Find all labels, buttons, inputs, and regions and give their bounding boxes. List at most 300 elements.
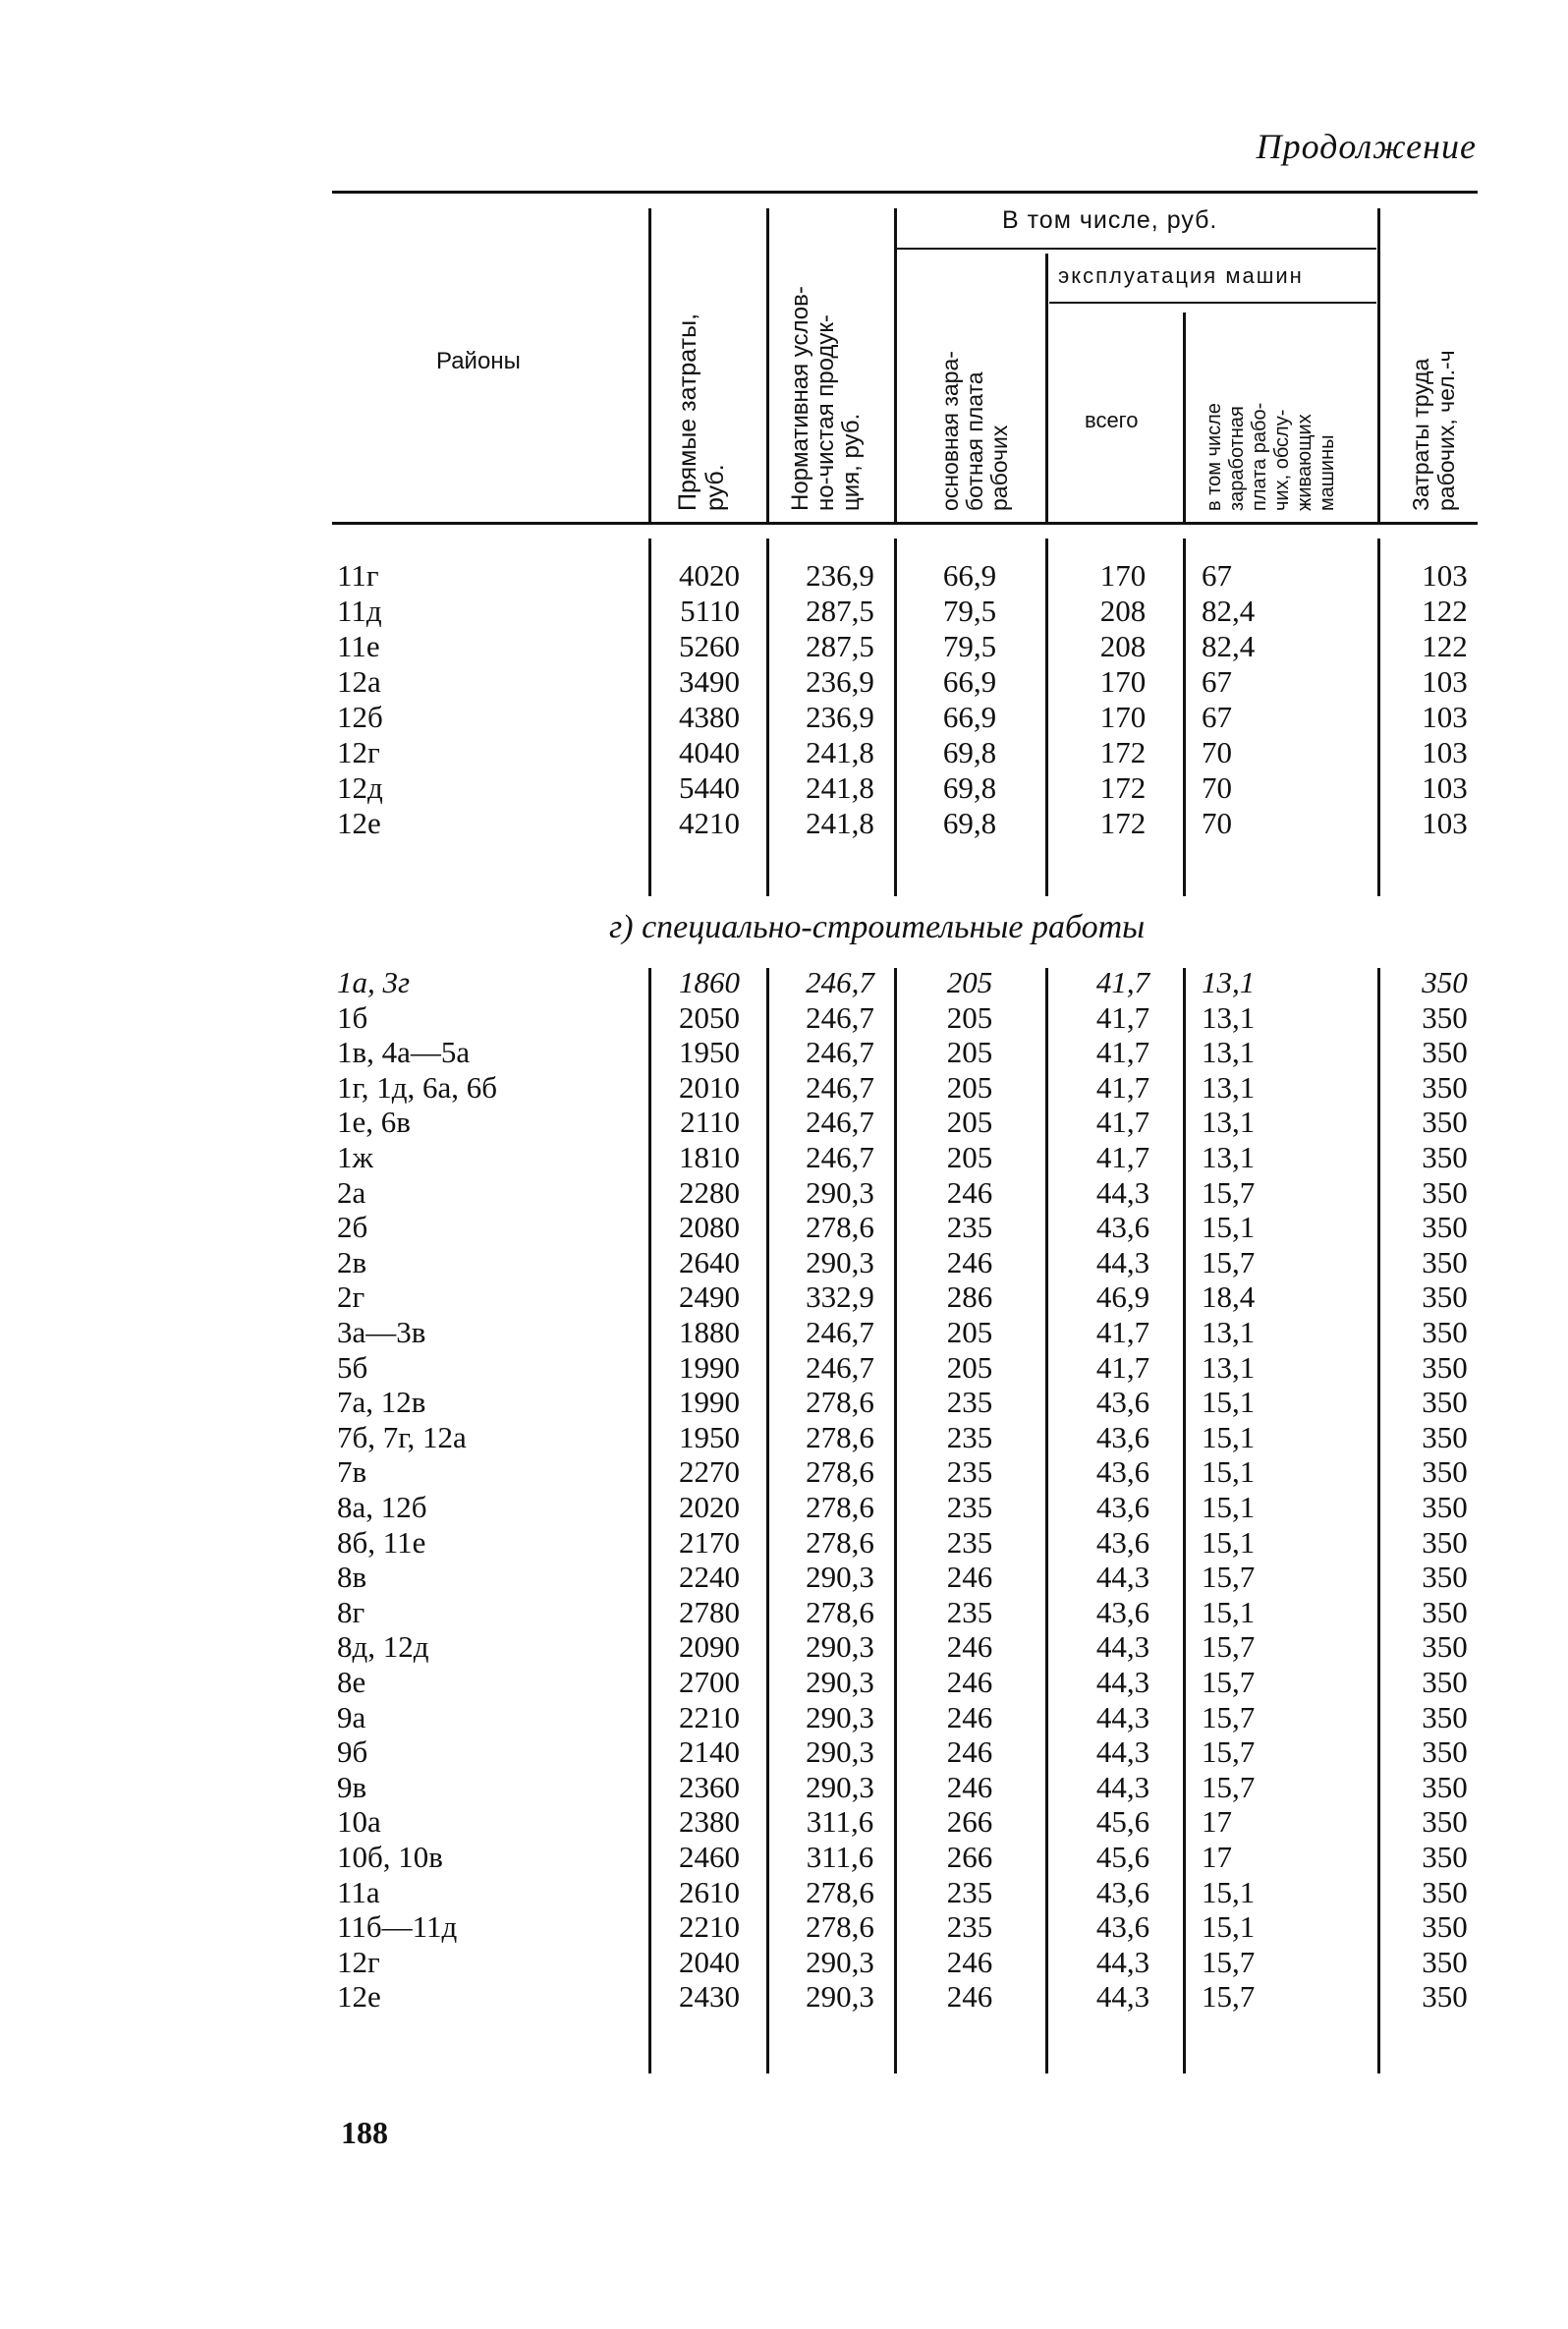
- cell-normativnaya: 290,3: [806, 1770, 874, 1804]
- cell-vsego: 41,7: [1095, 1070, 1150, 1105]
- table-row: [0, 1875, 1568, 1910]
- table-row: [0, 1770, 1568, 1805]
- cell-normativnaya: 332,9: [806, 1279, 874, 1314]
- cell-pryamye: 2490: [679, 1279, 740, 1314]
- cell-pryamye: 2210: [679, 1700, 740, 1734]
- cell-rayon: 11д: [337, 594, 382, 628]
- cell-pryamye: 2090: [679, 1629, 740, 1664]
- table-row: [0, 558, 1568, 594]
- cell-zatraty: 103: [1422, 770, 1468, 805]
- cell-rayon: 8д, 12д: [337, 1629, 429, 1664]
- cell-osnovnaya: 286: [946, 1279, 993, 1314]
- cell-zatraty: 350: [1422, 1105, 1468, 1139]
- table-row: [0, 770, 1568, 806]
- cell-rayon: 9в: [337, 1770, 367, 1804]
- cell-vsego: 41,7: [1095, 1315, 1150, 1349]
- cell-osnovnaya: 246: [946, 1175, 993, 1210]
- cell-rayon: 12г: [337, 735, 380, 769]
- table-row: [0, 1350, 1568, 1386]
- cell-zatraty: 350: [1422, 1595, 1468, 1629]
- cell-zarabotnaya: 15,7: [1202, 1629, 1256, 1664]
- cell-zarabotnaya: 13,1: [1202, 965, 1256, 999]
- cell-pryamye: 1860: [679, 965, 740, 999]
- table-row: [0, 1525, 1568, 1561]
- cell-rayon: 10а: [337, 1804, 381, 1839]
- cell-vsego: 41,7: [1095, 1140, 1150, 1174]
- cell-normativnaya: 246,7: [806, 1140, 874, 1174]
- table-row: [0, 664, 1568, 700]
- cell-zatraty: 103: [1422, 700, 1468, 734]
- cell-zarabotnaya: 13,1: [1202, 1315, 1256, 1349]
- cell-zatraty: 350: [1422, 1875, 1468, 1909]
- cell-vsego: 44,3: [1095, 1700, 1150, 1734]
- cell-normativnaya: 246,7: [806, 1000, 874, 1035]
- cell-osnovnaya: 205: [946, 965, 993, 999]
- cell-zarabotnaya: 13,1: [1202, 1140, 1256, 1174]
- table-row: [0, 1490, 1568, 1525]
- cell-vsego: 44,3: [1095, 1979, 1150, 2014]
- table-row: [0, 1210, 1568, 1245]
- cell-zatraty: 103: [1422, 664, 1468, 699]
- cell-vsego: 46,9: [1095, 1279, 1150, 1314]
- cell-zatraty: 350: [1422, 1175, 1468, 1210]
- header-divider: [648, 208, 651, 523]
- table-row: [0, 1700, 1568, 1735]
- cell-normativnaya: 278,6: [806, 1595, 874, 1629]
- cell-osnovnaya: 205: [946, 1140, 993, 1174]
- cell-zatraty: 350: [1422, 1315, 1468, 1349]
- cell-vsego: 208: [1099, 594, 1147, 628]
- cell-rayon: 5б: [337, 1350, 368, 1385]
- cell-zatraty: 350: [1422, 1140, 1468, 1174]
- cell-pryamye: 1950: [679, 1035, 740, 1069]
- table-row: [0, 1804, 1568, 1840]
- cell-vsego: 44,3: [1095, 1629, 1150, 1664]
- cell-osnovnaya: 66,9: [942, 664, 997, 699]
- header-pryamye: Прямые затраты, руб.: [674, 312, 729, 511]
- cell-vsego: 44,3: [1095, 1770, 1150, 1804]
- cell-zarabotnaya: 17: [1202, 1840, 1232, 1874]
- cell-zarabotnaya: 15,1: [1202, 1420, 1256, 1454]
- table-row: [0, 1909, 1568, 1945]
- cell-pryamye: 1990: [679, 1350, 740, 1385]
- table-row: [0, 1385, 1568, 1420]
- cell-pryamye: 5260: [679, 629, 740, 663]
- cell-vsego: 43,6: [1095, 1595, 1150, 1629]
- cell-osnovnaya: 235: [946, 1875, 993, 1909]
- table-row: [0, 1629, 1568, 1665]
- cell-rayon: 1г, 1д, 6а, 6б: [337, 1070, 498, 1105]
- cell-zatraty: 350: [1422, 1454, 1468, 1489]
- header-osnovnaya: основная зара- ботная плата рабочих: [937, 351, 1012, 511]
- cell-pryamye: 2110: [680, 1105, 740, 1139]
- cell-rayon: 9б: [337, 1734, 368, 1769]
- cell-pryamye: 2170: [679, 1525, 740, 1560]
- header-zatraty-truda: Затраты труда рабочих, чел.-ч: [1408, 350, 1459, 511]
- cell-osnovnaya: 246: [946, 1979, 993, 2014]
- cell-osnovnaya: 235: [946, 1595, 993, 1629]
- cell-osnovnaya: 205: [946, 1000, 993, 1035]
- cell-zarabotnaya: 15,7: [1202, 1245, 1256, 1279]
- cell-rayon: 12г: [337, 1945, 380, 1979]
- cell-vsego: 44,3: [1095, 1665, 1150, 1699]
- cell-pryamye: 2080: [679, 1210, 740, 1244]
- cell-zatraty: 350: [1422, 1734, 1468, 1769]
- cell-normativnaya: 290,3: [806, 1629, 874, 1664]
- cell-vsego: 43,6: [1095, 1909, 1150, 1944]
- cell-rayon: 8г: [337, 1595, 365, 1629]
- cell-osnovnaya: 246: [946, 1770, 993, 1804]
- cell-osnovnaya: 66,9: [942, 700, 997, 734]
- cell-pryamye: 2430: [679, 1979, 740, 2014]
- header-divider: [1045, 254, 1048, 523]
- cell-osnovnaya: 246: [946, 1700, 993, 1734]
- cell-rayon: 12а: [337, 664, 381, 699]
- cell-zarabotnaya: 15,7: [1202, 1979, 1256, 2014]
- cell-zatraty: 103: [1422, 735, 1468, 769]
- cell-osnovnaya: 246: [946, 1734, 993, 1769]
- table-row: [0, 1734, 1568, 1770]
- cell-normativnaya: 236,9: [806, 700, 874, 734]
- table-row: [0, 1035, 1568, 1070]
- cell-zarabotnaya: 18,4: [1202, 1279, 1256, 1314]
- cell-osnovnaya: 266: [946, 1804, 993, 1839]
- cell-zatraty: 350: [1422, 1909, 1468, 1944]
- cell-pryamye: 2640: [679, 1245, 740, 1279]
- cell-vsego: 208: [1099, 629, 1147, 663]
- table-top-rule: [332, 191, 1478, 194]
- cell-normativnaya: 278,6: [806, 1875, 874, 1909]
- cell-vsego: 44,3: [1095, 1734, 1150, 1769]
- cell-normativnaya: 290,3: [806, 1665, 874, 1699]
- table-row: [0, 594, 1568, 629]
- cell-pryamye: 4020: [679, 558, 740, 593]
- cell-normativnaya: 278,6: [806, 1420, 874, 1454]
- cell-pryamye: 2010: [679, 1070, 740, 1105]
- cell-normativnaya: 278,6: [806, 1525, 874, 1560]
- table-row: [0, 1945, 1568, 1980]
- header-divider: [1183, 312, 1186, 523]
- cell-normativnaya: 246,7: [806, 1315, 874, 1349]
- cell-rayon: 7в: [337, 1454, 367, 1489]
- cell-normativnaya: 241,8: [806, 806, 874, 840]
- cell-zarabotnaya: 67: [1202, 664, 1232, 699]
- table-row: [0, 1595, 1568, 1630]
- cell-pryamye: 1950: [679, 1420, 740, 1454]
- cell-zarabotnaya: 15,7: [1202, 1770, 1256, 1804]
- header-v-tom-chisle-zarabotnaya: в том числе заработная плата рабо- чих, обслу- живающих машины: [1204, 402, 1338, 511]
- cell-zatraty: 350: [1422, 1770, 1468, 1804]
- cell-rayon: 8е: [337, 1665, 366, 1699]
- cell-zarabotnaya: 15,7: [1202, 1700, 1256, 1734]
- header-divider: [766, 208, 769, 523]
- cell-rayon: 2г: [337, 1279, 365, 1314]
- cell-rayon: 12е: [337, 1979, 381, 2014]
- cell-rayon: 1в, 4а—5а: [337, 1035, 471, 1069]
- cell-rayon: 8б, 11е: [337, 1525, 426, 1560]
- cell-rayon: 11г: [337, 558, 379, 593]
- cell-pryamye: 2240: [679, 1560, 740, 1594]
- table-row: [0, 1840, 1568, 1875]
- cell-pryamye: 1810: [679, 1140, 740, 1174]
- table-row: [0, 1665, 1568, 1700]
- table-row: [0, 629, 1568, 664]
- table-row: [0, 1245, 1568, 1280]
- cell-zatraty: 350: [1422, 1560, 1468, 1594]
- cell-zarabotnaya: 82,4: [1202, 629, 1256, 663]
- cell-zatraty: 350: [1422, 1245, 1468, 1279]
- cell-vsego: 41,7: [1095, 1035, 1150, 1069]
- cell-rayon: 11е: [337, 629, 380, 663]
- table-row: [0, 735, 1568, 770]
- cell-zarabotnaya: 13,1: [1202, 1350, 1256, 1385]
- header-ekspluataciya: эксплуатация машин: [1058, 263, 1304, 288]
- cell-zatraty: 103: [1422, 558, 1468, 593]
- cell-osnovnaya: 235: [946, 1909, 993, 1944]
- cell-vsego: 45,6: [1095, 1804, 1150, 1839]
- cell-pryamye: 2210: [679, 1909, 740, 1944]
- header-normativnaya: Нормативная услов- но-чистая продук- ция, руб.: [787, 286, 865, 511]
- cell-osnovnaya: 266: [946, 1840, 993, 1874]
- cell-zatraty: 350: [1422, 1945, 1468, 1979]
- cell-rayon: 11а: [337, 1875, 380, 1909]
- table-row: [0, 1560, 1568, 1595]
- cell-vsego: 43,6: [1095, 1420, 1150, 1454]
- cell-rayon: 2а: [337, 1175, 366, 1210]
- cell-rayon: 1а, 3г: [337, 965, 411, 999]
- cell-pryamye: 4210: [679, 806, 740, 840]
- cell-pryamye: 2050: [679, 1000, 740, 1035]
- cell-normativnaya: 287,5: [806, 594, 874, 628]
- cell-normativnaya: 278,6: [806, 1454, 874, 1489]
- cell-vsego: 170: [1099, 700, 1147, 734]
- cell-pryamye: 4380: [679, 700, 740, 734]
- cell-zatraty: 350: [1422, 1665, 1468, 1699]
- cell-zatraty: 122: [1422, 594, 1468, 628]
- cell-zarabotnaya: 17: [1202, 1804, 1232, 1839]
- cell-zatraty: 350: [1422, 1629, 1468, 1664]
- cell-normativnaya: 290,3: [806, 1979, 874, 2014]
- cell-rayon: 1б: [337, 1000, 368, 1035]
- cell-vsego: 172: [1099, 770, 1147, 805]
- cell-zatraty: 350: [1422, 1210, 1468, 1244]
- cell-pryamye: 2140: [679, 1734, 740, 1769]
- cell-pryamye: 4040: [679, 735, 740, 769]
- cell-osnovnaya: 66,9: [942, 558, 997, 593]
- cell-zarabotnaya: 15,1: [1202, 1595, 1256, 1629]
- table-row: [0, 965, 1568, 1000]
- cell-zarabotnaya: 13,1: [1202, 1035, 1256, 1069]
- cell-vsego: 41,7: [1095, 965, 1150, 999]
- cell-rayon: 7б, 7г, 12а: [337, 1420, 467, 1454]
- cell-zatraty: 350: [1422, 1385, 1468, 1419]
- cell-rayon: 11б—11д: [337, 1909, 458, 1944]
- cell-normativnaya: 236,9: [806, 664, 874, 699]
- cell-normativnaya: 236,9: [806, 558, 874, 593]
- cell-rayon: 9а: [337, 1700, 366, 1734]
- cell-osnovnaya: 246: [946, 1629, 993, 1664]
- cell-vsego: 41,7: [1095, 1000, 1150, 1035]
- cell-pryamye: 3490: [679, 664, 740, 699]
- cell-zarabotnaya: 67: [1202, 700, 1232, 734]
- cell-pryamye: 5440: [679, 770, 740, 805]
- cell-vsego: 172: [1099, 735, 1147, 769]
- cell-normativnaya: 290,3: [806, 1945, 874, 1979]
- cell-vsego: 44,3: [1095, 1175, 1150, 1210]
- header-rayony: Районы: [436, 348, 521, 374]
- cell-rayon: 12б: [337, 700, 383, 734]
- cell-zatraty: 103: [1422, 806, 1468, 840]
- cell-osnovnaya: 235: [946, 1525, 993, 1560]
- cell-zarabotnaya: 13,1: [1202, 1000, 1256, 1035]
- header-vsego: всего: [1085, 408, 1139, 432]
- cell-pryamye: 2040: [679, 1945, 740, 1979]
- table-row: [0, 1000, 1568, 1036]
- cell-normativnaya: 278,6: [806, 1210, 874, 1244]
- page-number: 188: [341, 2115, 388, 2150]
- cell-vsego: 44,3: [1095, 1245, 1150, 1279]
- cell-rayon: 2б: [337, 1210, 368, 1244]
- cell-rayon: 10б, 10в: [337, 1840, 443, 1874]
- cell-vsego: 43,6: [1095, 1454, 1150, 1489]
- cell-vsego: 43,6: [1095, 1385, 1150, 1419]
- cell-pryamye: 2610: [679, 1875, 740, 1909]
- cell-osnovnaya: 205: [946, 1035, 993, 1069]
- continuation-label: Продолжение: [1256, 127, 1477, 166]
- cell-normativnaya: 241,8: [806, 770, 874, 805]
- cell-zarabotnaya: 15,1: [1202, 1909, 1256, 1944]
- cell-normativnaya: 290,3: [806, 1560, 874, 1594]
- cell-zatraty: 350: [1422, 965, 1468, 999]
- cell-normativnaya: 290,3: [806, 1700, 874, 1734]
- cell-vsego: 44,3: [1095, 1560, 1150, 1594]
- table-row: [0, 1979, 1568, 2015]
- cell-pryamye: 1880: [679, 1315, 740, 1349]
- table-row: [0, 1315, 1568, 1350]
- cell-zarabotnaya: 15,1: [1202, 1525, 1256, 1560]
- cell-zarabotnaya: 15,7: [1202, 1734, 1256, 1769]
- cell-normativnaya: 246,7: [806, 1035, 874, 1069]
- cell-zatraty: 350: [1422, 1700, 1468, 1734]
- section-title: г) специально-строительные работы: [609, 909, 1146, 945]
- cell-vsego: 43,6: [1095, 1490, 1150, 1524]
- cell-zatraty: 350: [1422, 1070, 1468, 1105]
- table-row: [0, 1105, 1568, 1140]
- table-row: [0, 1140, 1568, 1175]
- cell-zarabotnaya: 70: [1202, 735, 1232, 769]
- cell-rayon: 2в: [337, 1245, 367, 1279]
- cell-vsego: 43,6: [1095, 1210, 1150, 1244]
- cell-osnovnaya: 235: [946, 1420, 993, 1454]
- cell-rayon: 8в: [337, 1560, 367, 1594]
- cell-rayon: 3а—3в: [337, 1315, 426, 1349]
- cell-pryamye: 2460: [679, 1840, 740, 1874]
- cell-zarabotnaya: 13,1: [1202, 1105, 1256, 1139]
- header-bottom-rule: [332, 522, 1478, 525]
- cell-rayon: 7а, 12в: [337, 1385, 426, 1419]
- cell-vsego: 170: [1099, 558, 1147, 593]
- cell-normativnaya: 290,3: [806, 1734, 874, 1769]
- cell-zarabotnaya: 70: [1202, 806, 1232, 840]
- cell-osnovnaya: 205: [946, 1350, 993, 1385]
- cell-rayon: 8а, 12б: [337, 1490, 427, 1524]
- v-tom-chisle-rule: [897, 248, 1376, 250]
- table-row: [0, 1279, 1568, 1315]
- cell-zarabotnaya: 15,7: [1202, 1945, 1256, 1979]
- header-v-tom-chisle: В том числе, руб.: [1002, 206, 1218, 234]
- table-row: [0, 1420, 1568, 1455]
- cell-pryamye: 2380: [679, 1804, 740, 1839]
- cell-osnovnaya: 246: [946, 1560, 993, 1594]
- cell-osnovnaya: 69,8: [942, 770, 997, 805]
- cell-normativnaya: 290,3: [806, 1245, 874, 1279]
- cell-vsego: 41,7: [1095, 1105, 1150, 1139]
- table-row: [0, 1454, 1568, 1490]
- cell-normativnaya: 246,7: [806, 1350, 874, 1385]
- cell-pryamye: 2700: [679, 1665, 740, 1699]
- cell-normativnaya: 287,5: [806, 629, 874, 663]
- cell-zarabotnaya: 82,4: [1202, 594, 1256, 628]
- cell-zatraty: 350: [1422, 1350, 1468, 1385]
- cell-normativnaya: 278,6: [806, 1385, 874, 1419]
- cell-osnovnaya: 235: [946, 1490, 993, 1524]
- table-row: [0, 1175, 1568, 1211]
- cell-osnovnaya: 69,8: [942, 806, 997, 840]
- cell-zarabotnaya: 15,7: [1202, 1560, 1256, 1594]
- cell-zatraty: 350: [1422, 1035, 1468, 1069]
- cell-normativnaya: 311,6: [806, 1840, 874, 1874]
- cell-pryamye: 1990: [679, 1385, 740, 1419]
- cell-zarabotnaya: 15,1: [1202, 1875, 1256, 1909]
- cell-zarabotnaya: 15,1: [1202, 1454, 1256, 1489]
- cell-zarabotnaya: 67: [1202, 558, 1232, 593]
- cell-vsego: 170: [1099, 664, 1147, 699]
- cell-pryamye: 2360: [679, 1770, 740, 1804]
- cell-normativnaya: 246,7: [806, 965, 874, 999]
- cell-zatraty: 350: [1422, 1000, 1468, 1035]
- cell-zatraty: 122: [1422, 629, 1468, 663]
- cell-normativnaya: 246,7: [806, 1070, 874, 1105]
- cell-zarabotnaya: 13,1: [1202, 1070, 1256, 1105]
- cell-osnovnaya: 246: [946, 1665, 993, 1699]
- table-row: [0, 806, 1568, 841]
- cell-pryamye: 2270: [679, 1454, 740, 1489]
- cell-zarabotnaya: 15,7: [1202, 1175, 1256, 1210]
- cell-vsego: 41,7: [1095, 1350, 1150, 1385]
- cell-zatraty: 350: [1422, 1979, 1468, 2014]
- cell-pryamye: 2020: [679, 1490, 740, 1524]
- cell-osnovnaya: 69,8: [942, 735, 997, 769]
- cell-pryamye: 2780: [679, 1595, 740, 1629]
- cell-osnovnaya: 79,5: [942, 629, 997, 663]
- cell-zarabotnaya: 15,1: [1202, 1490, 1256, 1524]
- cell-rayon: 1ж: [337, 1140, 373, 1174]
- cell-zarabotnaya: 70: [1202, 770, 1232, 805]
- cell-zarabotnaya: 15,1: [1202, 1210, 1256, 1244]
- cell-osnovnaya: 205: [946, 1070, 993, 1105]
- cell-rayon: 1е, 6в: [337, 1105, 411, 1139]
- cell-zarabotnaya: 15,7: [1202, 1665, 1256, 1699]
- cell-osnovnaya: 235: [946, 1210, 993, 1244]
- ekspluataciya-rule: [1049, 302, 1376, 304]
- cell-osnovnaya: 235: [946, 1454, 993, 1489]
- cell-zatraty: 350: [1422, 1525, 1468, 1560]
- cell-normativnaya: 278,6: [806, 1909, 874, 1944]
- cell-zatraty: 350: [1422, 1279, 1468, 1314]
- cell-vsego: 172: [1099, 806, 1147, 840]
- cell-zatraty: 350: [1422, 1840, 1468, 1874]
- cell-normativnaya: 246,7: [806, 1105, 874, 1139]
